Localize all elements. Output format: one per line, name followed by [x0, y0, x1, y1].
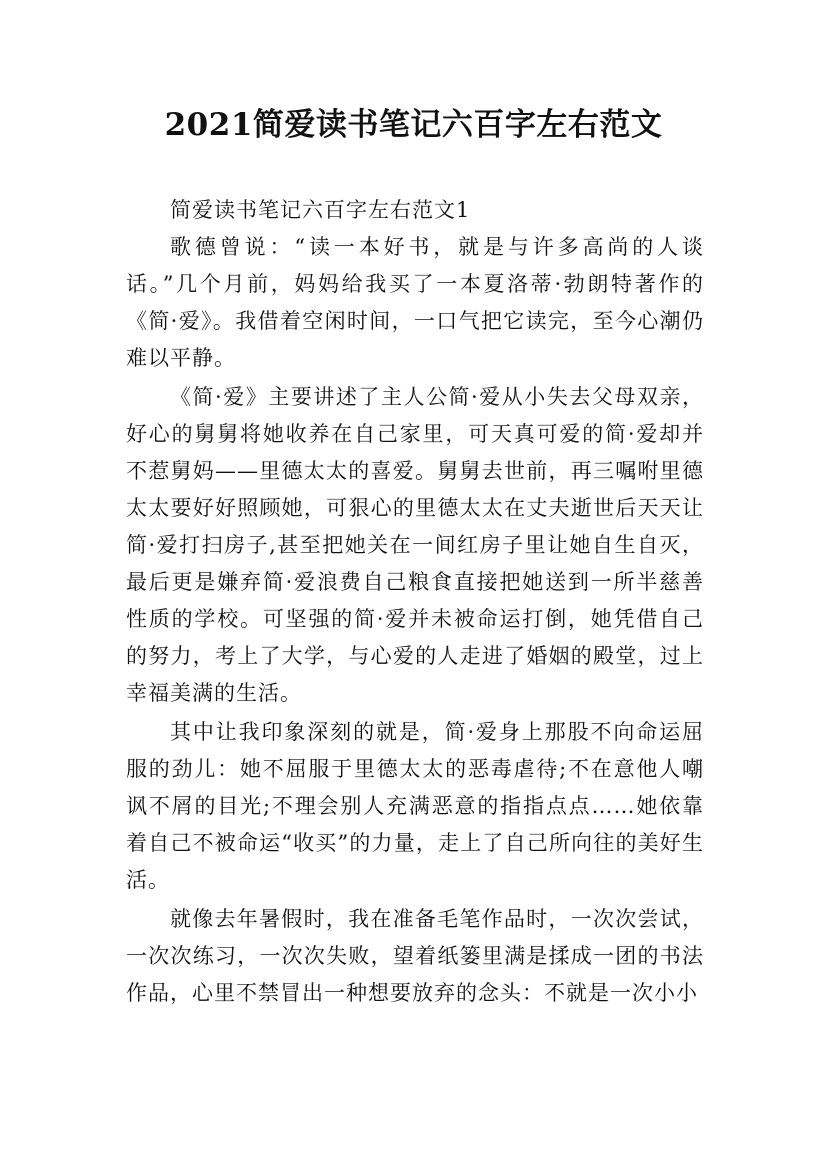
document-body [126, 192, 704, 1012]
paragraph-1: 歌德曾说：“读一本好书，就是与许多高尚的人谈话。”几个月前，妈妈给我买了一本夏洛蒂·勃朗特著作的《简·爱》。我借着空闲时间，一口气把它读完，至今心潮仍难以平静。 [126, 235, 704, 370]
paragraph-2: 《简·爱》主要讲述了主人公简·爱从小失去父母双亲，好心的舅舅将她收养在自己家里，可天真可爱的简·爱却并不惹舅妈——里德太太的喜爱。舅舅去世前，再三嘱咐里德太太要好好照顾她，可狠心的里德太太在丈夫逝世后天天让简·爱打扫房子,甚至把她关在一间红房子里让她自生自灭，最后更是嫌弃简·爱浪费自己粮食直接把她送到一所半慈善性质的学校。可坚强的简·爱并未被命运打倒，她凭借自己的努力，考上了大学，与心爱的人走进了婚姻的殿堂，过上幸福美满的生活。 [126, 385, 704, 705]
paragraph-3: 其中让我印象深刻的就是，简·爱身上那股不向命运屈服的劲儿：她不屈服于里德太太的恶毒虐待;不在意他人嘲讽不屑的目光;不理会别人充满恶意的指指点点……她依靠着自己不被命运“收买”的力量，走上了自己所向往的美好生活。 [126, 720, 704, 892]
paragraph-4: 就像去年暑假时，我在准备毛笔作品时，一次次尝试，一次次练习，一次次失败，望着纸篓里满是揉成一团的书法作品，心里不禁冒出一种想要放弃的念头：不就是一次小小 [126, 907, 704, 1005]
document-title: 2021简爱读书笔记六百字左右范文 [164, 107, 663, 143]
section-heading: 简爱读书笔记六百字左右范文1 [170, 198, 471, 222]
